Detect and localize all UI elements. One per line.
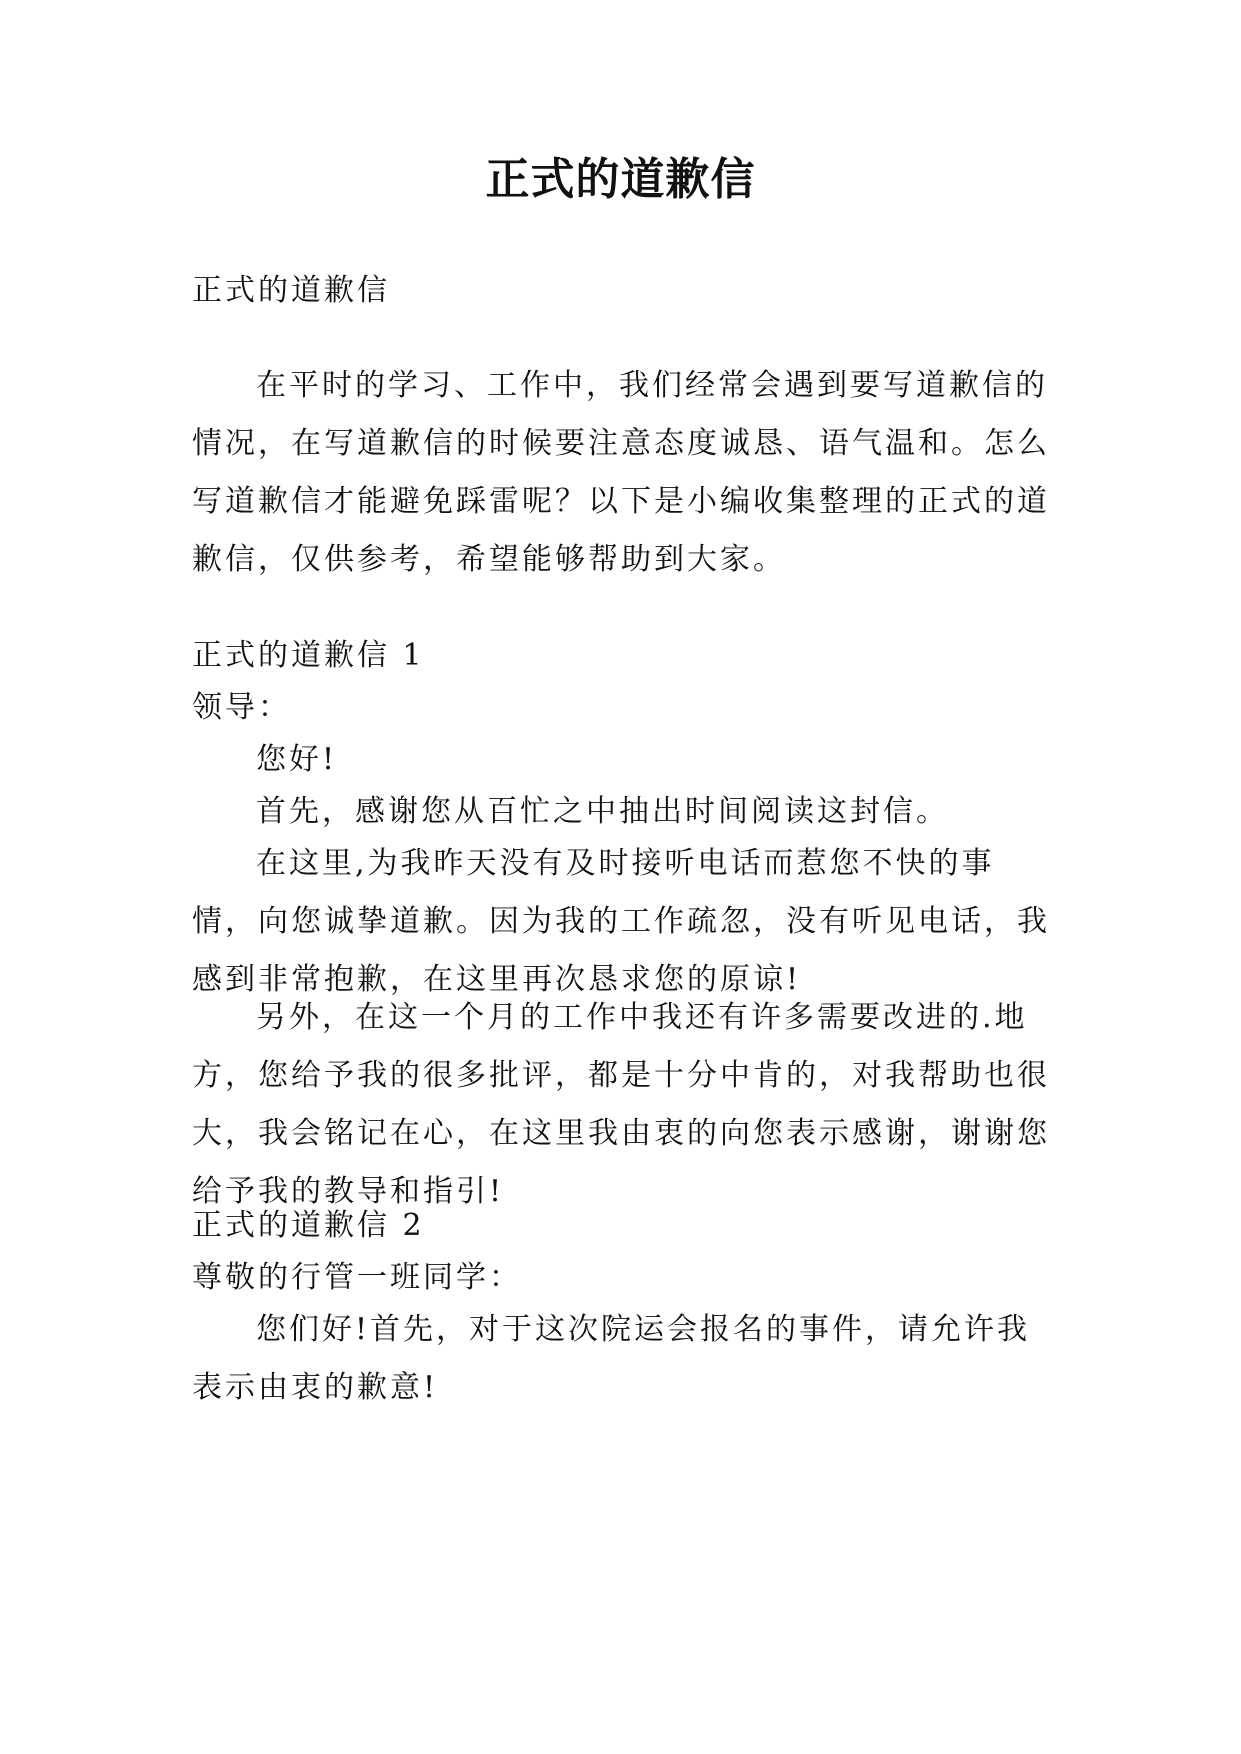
letter1-salutation: 领导： xyxy=(192,690,291,725)
document-subtitle: 正式的道歉信 xyxy=(192,273,390,308)
letter1-paragraph: 首先，感谢您从百忙之中抽出时间阅读这封信。 xyxy=(256,794,949,829)
document-title: 正式的道歉信 xyxy=(485,154,756,205)
letter1-greeting: 您好! xyxy=(256,742,338,777)
letter2-salutation: 尊敬的行管一班同学： xyxy=(192,1260,522,1295)
letter2-paragraph: 您们好!首先，对于这次院运会报名的事件，请允许我表示由衷的歉意! xyxy=(192,1312,1031,1405)
letter1-heading: 正式的道歉信 1 xyxy=(192,638,425,673)
letter2-heading: 正式的道歉信 2 xyxy=(192,1208,425,1243)
letter1-paragraph: 另外，在这一个月的工作中我还有许多需要改进的.地方，您给予我的很多批评，都是十分中肯的，对我帮助也很大，我会铭记在心，在这里我由衷的向您表示感谢，谢谢您给予我的教导和指引! xyxy=(192,1000,1050,1209)
intro-paragraph: 在平时的学习、工作中，我们经常会遇到要写道歉信的情况，在写道歉信的时候要注意态度诚恳、语气温和。怎么写道歉信才能避免踩雷呢？以下是小编收集整理的正式的道歉信，仅供参考，希望能够帮助到大家。 xyxy=(192,368,1050,577)
letter1-paragraph: 在这里,为我昨天没有及时接听电话而惹您不快的事情，向您诚挚道歉。因为我的工作疏忽，没有听见电话，我感到非常抱歉，在这里再次恳求您的原谅! xyxy=(192,846,1050,997)
